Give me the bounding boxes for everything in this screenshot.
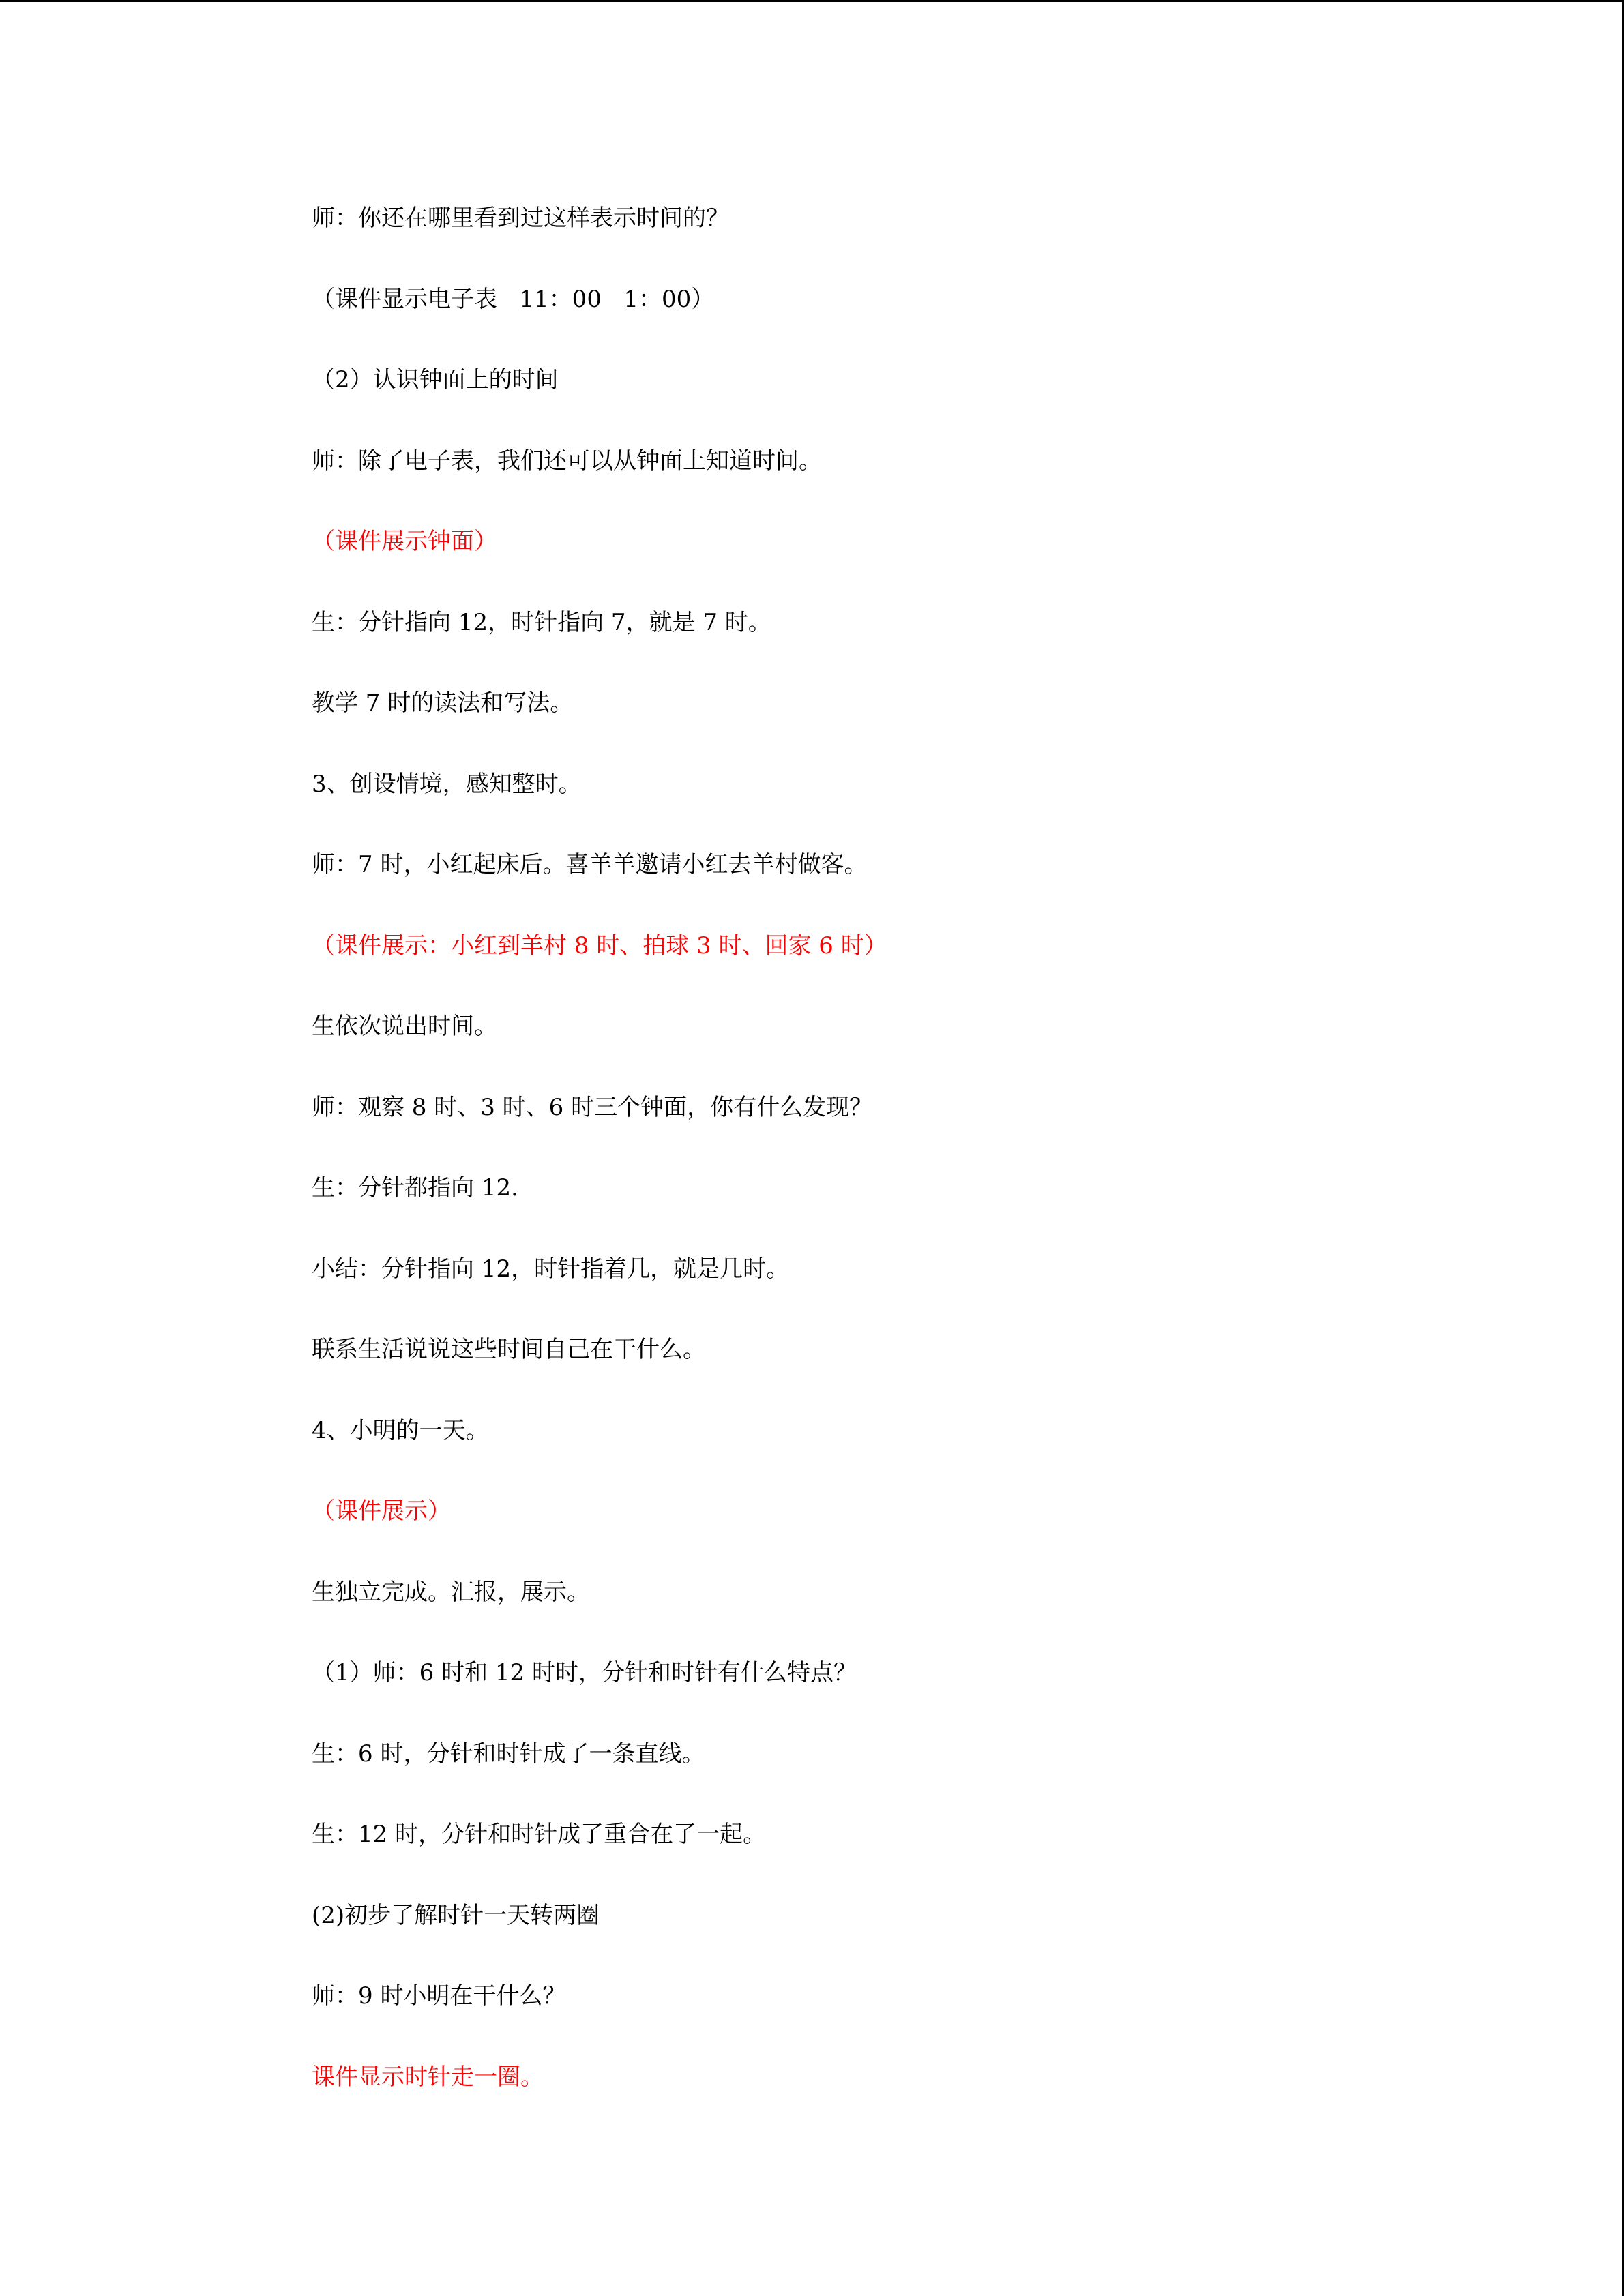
- paragraph: 师：观察 8 时、3 时、6 时三个钟面，你有什么发现？: [312, 1093, 873, 1121]
- paragraph: （1）师：6 时和 12 时时，分针和时针有什么特点？: [312, 1659, 857, 1686]
- paragraph: 生：6 时，分针和时针成了一条直线。: [312, 1740, 705, 1768]
- paragraph: 4、小明的一天。: [312, 1416, 489, 1444]
- paragraph: 联系生活说说这些时间自己在干什么。: [312, 1336, 706, 1363]
- paragraph: (2)初步了解时针一天转两圈: [312, 1901, 600, 1929]
- paragraph: 小结：分针指向 12，时针指着几，就是几时。: [312, 1255, 790, 1283]
- paragraph-highlighted: （课件展示）: [312, 1497, 451, 1525]
- paragraph: 师：除了电子表，我们还可以从钟面上知道时间。: [312, 447, 822, 475]
- paragraph: （课件显示电子表 11：00 1：00）: [312, 285, 715, 313]
- paragraph: 生：12 时，分针和时针成了重合在了一起。: [312, 1821, 767, 1848]
- page-top-border: [0, 0, 1624, 2]
- paragraph: 师：7 时，小红起床后。喜羊羊邀请小红去羊村做客。: [312, 851, 868, 878]
- paragraph: （2）认识钟面上的时间: [312, 366, 559, 393]
- paragraph: 生独立完成。汇报，展示。: [312, 1578, 590, 1606]
- paragraph: 教学 7 时的读法和写法。: [312, 689, 574, 717]
- paragraph: 师：9 时小明在干什么？: [312, 1982, 566, 2010]
- paragraph: 生：分针都指向 12.: [312, 1174, 518, 1202]
- paragraph-highlighted: （课件展示：小红到羊村 8 时、拍球 3 时、回家 6 时）: [312, 931, 887, 959]
- paragraph: 生依次说出时间。: [312, 1013, 497, 1040]
- paragraph-highlighted: （课件展示钟面）: [312, 528, 497, 555]
- paragraph: 师：你还在哪里看到过这样表示时间的？: [312, 205, 729, 232]
- paragraph: 3、创设情境，感知整时。: [312, 770, 582, 798]
- document-body: [312, 198, 1471, 2137]
- paragraph: 生：分针指向 12，时针指向 7，就是 7 时。: [312, 608, 771, 636]
- paragraph-highlighted: 课件显示时针走一圈。: [312, 2063, 544, 2091]
